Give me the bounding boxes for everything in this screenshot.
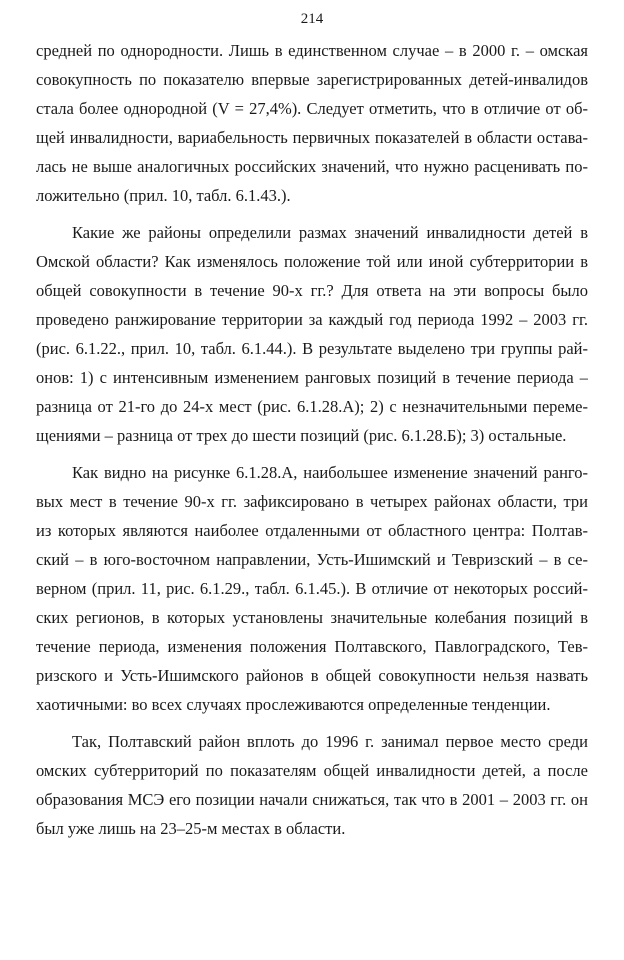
text-line: верном (прил. 11, рис. 6.1.29., табл. 6.1.45.). В отличие от некоторых россий- (36, 579, 588, 598)
text-line: вых мест в течение 90-х гг. зафиксировано в четырех районах области, три (36, 492, 588, 511)
text-line: разница от 21-го до 24-х мест (рис. 6.1.28.А); 2) с незначительными переме- (36, 397, 588, 416)
text-line: Так, Полтавский район вплоть до 1996 г. занимал первое место среди (72, 732, 588, 751)
text-line: щениями – разница от трех до шести позиций (рис. 6.1.28.Б); 3) остальные. (36, 426, 567, 445)
text-line: онов: 1) с интенсивным изменением ранговых позиций в течение периода – (36, 368, 588, 387)
text-line: был уже лишь на 23–25-м местах в области. (36, 819, 346, 838)
text-line: (рис. 6.1.22., прил. 10, табл. 6.1.44.). В результате выделено три группы рай- (36, 339, 588, 358)
text-line: течение периода, изменения положения Полтавского, Павлоградского, Тев- (36, 637, 588, 656)
text-line: ложительно (прил. 10, табл. 6.1.43.). (36, 186, 291, 205)
text-line: ский – в юго-восточном направлении, Усть-Ишимский и Тевризский – в се- (36, 550, 588, 569)
text-line: стала более однородной (V = 27,4%). Следует отметить, что в отличие от об- (36, 99, 588, 118)
text-line: средней по однородности. Лишь в единственном случае – в 2000 г. – омская (36, 41, 588, 60)
text-line: хаотичными: во всех случаях прослеживаются определенные тенденции. (36, 695, 551, 714)
text-line: совокупность по показателю впервые зарегистрированных детей-инвалидов (36, 70, 588, 89)
text-line: из которых являются наиболее отдаленными от областного центра: Полтав- (36, 521, 588, 540)
page-number: 214 (300, 11, 324, 27)
text-line: Какие же районы определили размах значений инвалидности детей в (72, 223, 588, 242)
text-line: Как видно на рисунке 6.1.28.А, наибольшее изменение значений ранго- (72, 463, 588, 482)
text-line: общей совокупности в течение 90-х гг.? Для ответа на эти вопросы было (36, 281, 588, 300)
paragraph-2 (36, 218, 588, 450)
text-line: лась не выше аналогичных российских значений, что нужно расценивать по- (36, 157, 588, 176)
text-line: образования МСЭ его позиции начали снижаться, так что в 2001 – 2003 гг. он (36, 790, 588, 809)
text-line: проведено ранжирование территории за каждый год периода 1992 – 2003 гг. (36, 310, 588, 329)
text-line: омских субтерриторий по показателям общей инвалидности детей, а после (36, 761, 588, 780)
text-line: Омской области? Как изменялось положение той или иной субтерритории в (36, 252, 588, 271)
paragraph-4 (36, 727, 588, 843)
text-line: ризского и Усть-Ишимского районов в общей совокупности нельзя назвать (36, 666, 588, 685)
page-text (36, 36, 588, 843)
paragraph-1 (36, 36, 588, 210)
text-line: ских регионов, в которых установлены значительные колебания позиций в (36, 608, 588, 627)
paragraph-3 (36, 458, 588, 719)
text-line: щей инвалидности, вариабельность первичных показателей в области остава- (36, 128, 588, 147)
